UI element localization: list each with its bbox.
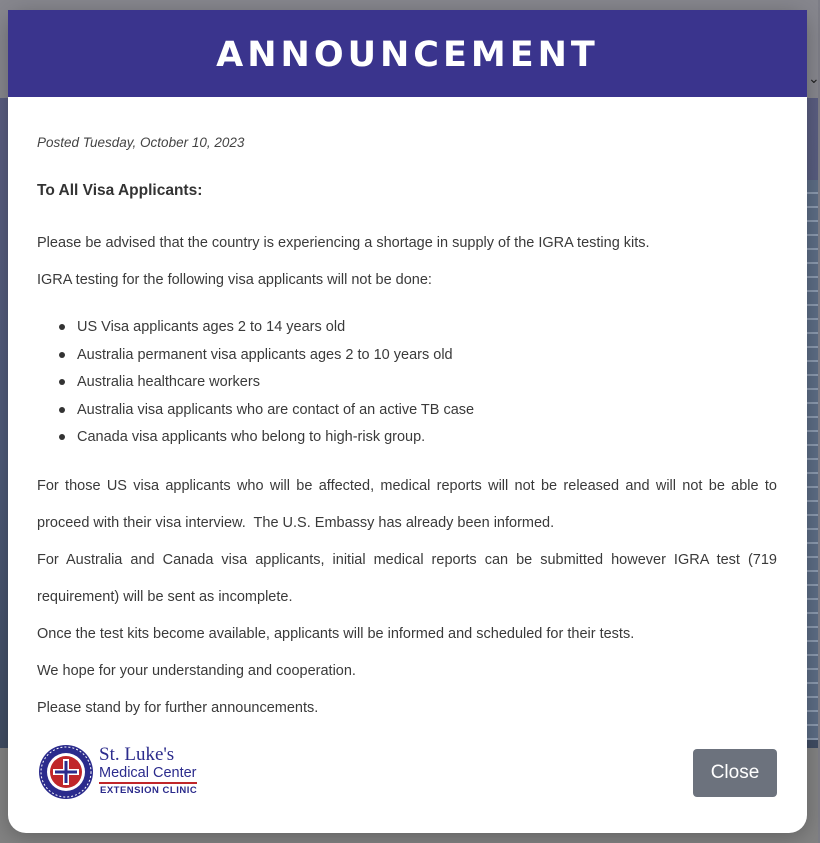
paragraph-shortage: Please be advised that the country is experiencing a shortage in supply of the IGRA testing kits. [37, 235, 650, 251]
paragraph-au-ca-line-2: requirement) will be sent as incomplete. [37, 589, 293, 605]
list-item: Canada visa applicants who belong to high-risk group. [37, 428, 474, 456]
logo-extension: EXTENSION CLINIC [100, 785, 198, 796]
seal-icon [37, 743, 95, 801]
paragraph-igra-intro: IGRA testing for the following visa applicants will not be done: [37, 272, 432, 288]
paragraph-stand-by: Please stand by for further announcements. [37, 700, 319, 716]
list-item: US Visa applicants ages 2 to 14 years old [37, 318, 474, 346]
posted-date: Posted Tuesday, October 10, 2023 [37, 135, 245, 150]
affected-applicants-list [37, 318, 474, 456]
logo-name: St. Luke's [99, 744, 175, 765]
st-lukes-logo [37, 740, 212, 802]
chevron-down-icon: ⌄ [808, 70, 820, 86]
list-item: Australia permanent visa applicants ages 2 to 10 years old [37, 346, 474, 374]
close-button[interactable]: Close [693, 749, 777, 797]
announcement-modal [8, 10, 807, 833]
salutation: To All Visa Applicants: [37, 182, 203, 199]
paragraph-au-ca-line-1: For Australia and Canada visa applicants, initial medical reports can be submitted however IGRA test (719 [37, 552, 777, 568]
modal-title: ANNOUNCEMENT [216, 34, 599, 75]
modal-header [8, 10, 807, 97]
paragraph-understanding: We hope for your understanding and cooperation. [37, 663, 356, 679]
list-item: Australia visa applicants who are contact of an active TB case [37, 401, 474, 429]
paragraph-us-line-2: proceed with their visa interview. The U.S. Embassy has already been informed. [37, 515, 555, 531]
paragraph-kits-available: Once the test kits become available, applicants will be informed and scheduled for their tests. [37, 626, 635, 642]
logo-subtitle: Medical Center [99, 765, 197, 784]
paragraph-us-line-1: For those US visa applicants who will be affected, medical reports will not be released and will not be able to [37, 478, 777, 494]
list-item: Australia healthcare workers [37, 373, 474, 401]
